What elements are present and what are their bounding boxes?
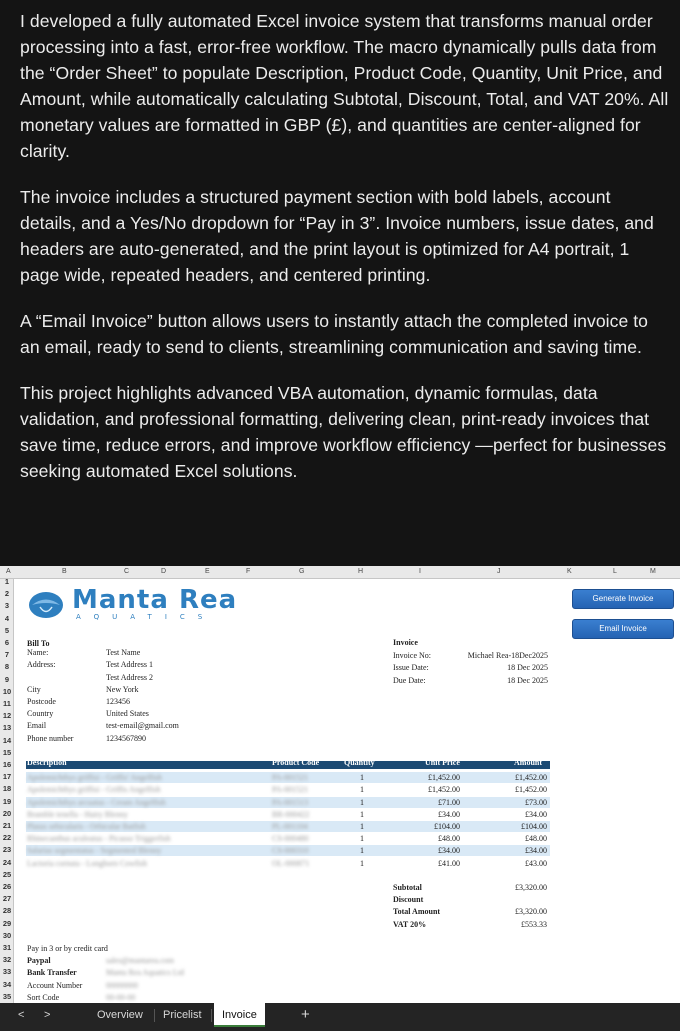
bill-to-label: Address: <box>27 660 56 670</box>
invoice-info-value: 18 Dec 2025 <box>507 675 548 685</box>
row-header[interactable]: 5 <box>4 625 10 635</box>
row-header[interactable]: 4 <box>4 613 10 623</box>
row-header[interactable]: 22 <box>2 833 12 843</box>
table-cell-quantity: 1 <box>360 858 364 868</box>
col-c[interactable]: C <box>124 568 130 575</box>
payment-label: Sort Code <box>27 992 60 1002</box>
row-header[interactable]: 31 <box>2 943 12 952</box>
logo-name: Manta Rea <box>72 585 238 615</box>
row-header[interactable]: 13 <box>2 723 12 733</box>
payment-label: Bank Transfer <box>27 968 77 978</box>
row-headers <box>0 579 14 1007</box>
row-header[interactable]: 1 <box>4 577 10 586</box>
table-cell-quantity: 1 <box>360 797 364 807</box>
col-k[interactable]: K <box>567 568 572 575</box>
row-header[interactable]: 18 <box>2 784 12 794</box>
row-header[interactable]: 19 <box>2 796 12 806</box>
table-cell-unit-price: £41.00 <box>438 858 460 868</box>
generate-invoice-button[interactable]: Generate Invoice <box>572 589 674 609</box>
row-header[interactable]: 24 <box>2 857 12 867</box>
tab-pricelist[interactable]: Pricelist <box>163 1009 202 1021</box>
table-cell-amount: £73.00 <box>525 797 547 807</box>
table-cell-amount: £34.00 <box>525 809 547 819</box>
th-description: Description <box>27 758 67 767</box>
bill-to-value: Test Name <box>106 648 141 658</box>
bill-to-title: Bill To <box>27 639 50 648</box>
row-header[interactable]: 26 <box>2 882 12 891</box>
bill-to-value: 123456 <box>106 697 130 706</box>
table-cell-product-code: PA-001521 <box>272 785 309 795</box>
col-l[interactable]: L <box>613 568 617 575</box>
row-header[interactable]: 14 <box>2 735 12 745</box>
table-cell-unit-price: £104.00 <box>434 822 460 831</box>
add-sheet-button[interactable]: + <box>301 1006 310 1023</box>
table-cell-description: Lactoria cornuta - Longhorn Cowfish <box>27 858 147 868</box>
table-cell-quantity: 1 <box>360 822 364 831</box>
bill-to-label: City <box>27 684 41 694</box>
table-cell-description: Rhinecanthus aculeatus - Picasso Triggerfish <box>27 834 171 844</box>
table-cell-quantity: 1 <box>360 834 364 844</box>
table-cell-amount: £48.00 <box>525 834 547 844</box>
sheet-tab-bar <box>0 1003 680 1031</box>
totals-value: £3,320.00 <box>515 907 547 917</box>
row-header[interactable]: 17 <box>2 772 12 782</box>
table-cell-product-code: CS-000480 <box>272 834 309 844</box>
col-d[interactable]: D <box>161 568 167 575</box>
row-header[interactable]: 33 <box>2 967 12 977</box>
col-g[interactable]: G <box>299 568 305 575</box>
col-m[interactable]: M <box>650 568 656 575</box>
bill-to-label: Name: <box>27 648 49 658</box>
totals-value: £553.33 <box>521 919 547 929</box>
table-cell-product-code: PA-001513 <box>272 797 309 807</box>
next-sheet-arrow[interactable]: > <box>44 1009 51 1021</box>
tab-overview[interactable]: Overview <box>97 1009 143 1021</box>
post-text <box>20 8 670 504</box>
invoice-info-value: Michael Rea-18Dec2025 <box>467 651 548 661</box>
row-header[interactable]: 15 <box>2 747 12 757</box>
row-header[interactable]: 25 <box>2 869 12 879</box>
col-a[interactable]: A <box>6 568 11 575</box>
col-f[interactable]: F <box>246 568 251 575</box>
row-header[interactable]: 32 <box>2 955 12 965</box>
table-cell-quantity: 1 <box>360 773 364 783</box>
table-cell-amount: £1,452.00 <box>515 785 547 795</box>
totals-label: Discount <box>393 895 424 905</box>
table-cell-product-code: PA-001521 <box>272 773 309 783</box>
payment-value: 00000000 <box>106 980 138 990</box>
payment-label: Account Number <box>27 980 83 990</box>
bill-to-label: Phone number <box>27 733 74 743</box>
invoice-info-label: Invoice No: <box>393 651 431 661</box>
totals-value: £3,320.00 <box>515 883 547 892</box>
th-amount: Amount <box>514 758 543 767</box>
bill-to-value: test-email@gmail.com <box>106 721 179 731</box>
row-header[interactable]: 8 <box>4 662 10 672</box>
table-cell-description: Apolemichthys griffisi - Griffis' Angelfish <box>27 773 162 783</box>
table-cell-description: Salarias segmentatus - Segmented Blenny <box>27 846 162 856</box>
table-cell-quantity: 1 <box>360 809 364 819</box>
payment-label: Pay in 3 or by credit card <box>27 944 108 953</box>
tab-invoice[interactable]: Invoice <box>214 1003 265 1027</box>
table-cell-quantity: 1 <box>360 846 364 856</box>
invoice-info-value: 18 Dec 2025 <box>507 663 548 673</box>
row-header[interactable]: 28 <box>2 906 12 916</box>
table-cell-description: Apolemichthys arcuatus - Cream Angelfish <box>27 797 166 807</box>
email-invoice-button[interactable]: Email Invoice <box>572 619 674 639</box>
row-header[interactable]: 30 <box>2 930 12 940</box>
paragraph-3: A “Email Invoice” button allows users to instantly attach the completed invoice to an email, ready to send to clients, streamlining communication and saving time. <box>20 311 649 357</box>
table-cell-amount: £43.00 <box>525 858 547 868</box>
payment-value: 00-00-00 <box>106 992 136 1002</box>
table-cell-amount: £34.00 <box>525 846 547 856</box>
bill-to-value: United States <box>106 709 149 719</box>
table-cell-product-code: CS-000310 <box>272 846 309 856</box>
row-header[interactable]: 12 <box>2 711 12 721</box>
totals-label: VAT 20% <box>393 919 427 929</box>
col-j[interactable]: J <box>497 568 501 575</box>
manta-ray-logo-icon <box>26 590 66 620</box>
row-header[interactable]: 27 <box>2 894 12 904</box>
invoice-title: Invoice <box>393 638 418 647</box>
paragraph-4: This project highlights advanced VBA automation, dynamic formulas, data validation, and professional formatting, delivering clean, print-ready invoices that save time, reduce errors, and improve workflow efficiency —perfect for businesses seeking automated Excel solutions. <box>20 383 667 481</box>
row-header[interactable]: 7 <box>4 650 10 660</box>
row-header[interactable]: 6 <box>4 638 10 647</box>
prev-sheet-arrow[interactable]: < <box>18 1009 25 1021</box>
row-header[interactable]: 34 <box>2 979 12 989</box>
row-header[interactable]: 29 <box>2 918 12 928</box>
bill-to-value: Test Address 1 <box>106 660 153 670</box>
th-product-code: Product Code <box>272 758 320 767</box>
col-e[interactable]: E <box>205 568 210 575</box>
invoice-info-label: Issue Date: <box>393 663 429 673</box>
payment-value: sales@mantarea.com <box>106 956 175 966</box>
th-quantity: Quantity <box>344 758 375 767</box>
table-cell-unit-price: £1,452.00 <box>428 773 460 783</box>
paragraph-2: The invoice includes a structured payment section with bold labels, account details, and a Yes/No dropdown for “Pay in 3”. Invoice numbers, issue dates, and headers are auto-generated, and the print layout is optimized for A4 portrait, 1 page wide, repeated headers, and centered printing. <box>20 187 654 285</box>
payment-label: Paypal <box>27 956 51 966</box>
bill-to-value: Test Address 2 <box>106 672 153 682</box>
row-header[interactable]: 35 <box>2 991 12 1001</box>
totals-label: Subtotal <box>393 883 422 892</box>
row-header[interactable]: 3 <box>4 601 10 611</box>
col-h[interactable]: H <box>358 568 364 575</box>
bill-to-label: Country <box>27 709 54 719</box>
table-cell-amount: £1,452.00 <box>515 773 547 783</box>
paragraph-1: I developed a fully automated Excel invoice system that transforms manual order processing into a fast, error-free workflow. The macro dynamically pulls data from the “Order Sheet” to populate Description, Product Code, Quantity, Unit Price, and Amount, while automatically calculating Subtotal, Discount, Total, and VAT 20%. All monetary values are formatted in GBP (£), and quantities are center-aligned for clarity. <box>20 11 669 161</box>
column-headers <box>0 566 680 579</box>
bill-to-label: Postcode <box>27 697 56 706</box>
table-cell-quantity: 1 <box>360 785 364 795</box>
table-cell-product-code: BR-000422 <box>272 809 310 819</box>
table-cell-product-code: OL-000871 <box>272 858 310 868</box>
totals-label: Total Amount <box>393 907 441 917</box>
table-cell-unit-price: £1,452.00 <box>428 785 460 795</box>
table-cell-unit-price: £34.00 <box>438 846 460 856</box>
table-cell-description: Platax orbicularis - Orbicular Batfish <box>27 822 146 831</box>
row-header[interactable]: 11 <box>3 699 11 708</box>
table-cell-amount: £104.00 <box>521 822 547 831</box>
col-b[interactable]: B <box>62 568 67 575</box>
bill-to-value: New York <box>106 684 139 694</box>
col-i[interactable]: I <box>419 568 421 575</box>
bill-to-value: 1234567890 <box>106 733 146 743</box>
row-header[interactable]: 21 <box>2 821 12 830</box>
logo-subtitle: AQUATICS <box>76 613 216 621</box>
row-header[interactable]: 9 <box>4 674 10 684</box>
table-cell-description: Apolemichthys griffisi - Griffis Angelfish <box>27 785 161 795</box>
row-header[interactable]: 2 <box>4 589 10 599</box>
invoice-info-label: Due Date: <box>393 675 426 685</box>
table-cell-unit-price: £48.00 <box>438 834 460 844</box>
row-header[interactable]: 16 <box>2 760 12 769</box>
bill-to-label: Email <box>27 721 47 731</box>
table-cell-description: Bramble tenella - Hairy Blenny <box>27 809 128 819</box>
table-cell-unit-price: £34.00 <box>438 809 460 819</box>
table-cell-product-code: PL-001104 <box>272 822 308 831</box>
row-header[interactable]: 20 <box>2 808 12 818</box>
row-header[interactable]: 23 <box>2 845 12 855</box>
payment-value: Manta Rea Aquatics Ltd <box>106 968 184 978</box>
table-cell-unit-price: £71.00 <box>438 797 460 807</box>
row-header[interactable]: 10 <box>2 686 12 696</box>
th-unit-price: Unit Price <box>425 758 460 767</box>
